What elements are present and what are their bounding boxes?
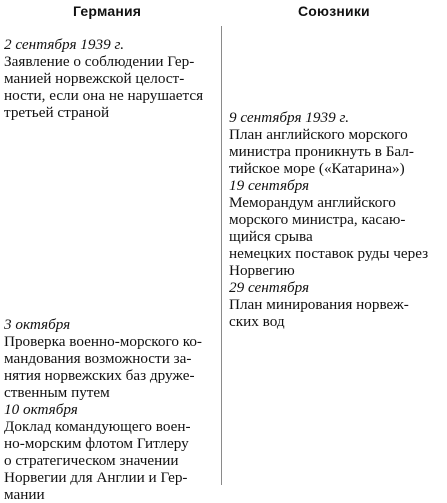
entry-line: третьей страной [4, 104, 110, 121]
germany-entry-oct-3 [4, 316, 202, 401]
entry-line: План минирования норвеж- [229, 296, 409, 313]
entry-line: Норвегии для Англии и Гер- [4, 469, 188, 486]
germany-entry-oct-10 [4, 401, 191, 503]
entry-line: щийся срыва [229, 228, 313, 245]
allies-entry-sep-19 [229, 177, 428, 279]
entry-date: 10 октября [4, 401, 78, 418]
entry-line: морского министра, касаю- [229, 211, 406, 228]
entry-line: о стратегическом значении [4, 452, 179, 469]
entry-line: но-морским флотом Гитлеру [4, 435, 189, 452]
entry-line: немецких поставок руды через [229, 245, 429, 262]
entry-date: 3 октября [4, 316, 71, 333]
entry-line: мании [4, 486, 45, 503]
entry-line: мандования возможности за- [4, 350, 192, 367]
column-header-allies: Союзники [298, 3, 370, 19]
column-divider [221, 26, 222, 485]
entry-line: Проверка военно-морского ко- [4, 333, 202, 350]
entry-line: тийское море («Катарина») [229, 160, 405, 177]
entry-line: ности, если она не нарушается [4, 87, 204, 104]
entry-line: Заявление о соблюдении Гер- [4, 53, 195, 70]
allies-entry-sep-29 [229, 279, 409, 330]
column-header-germany: Германия [73, 3, 142, 19]
entry-line: нятия норвежских баз друже- [4, 367, 195, 384]
allies-entry-sep-9 [229, 109, 414, 177]
entry-line: министра проникнуть в Бал- [229, 143, 414, 160]
entry-date: 9 сентября 1939 г. [229, 109, 350, 126]
entry-line: манией норвежской целост- [4, 70, 185, 87]
entry-date: 19 сентября [229, 177, 310, 194]
entry-line: ственным путем [4, 384, 110, 401]
germany-entry-sep-2 [4, 36, 203, 121]
entry-date: 2 сентября 1939 г. [4, 36, 125, 53]
entry-line: План английского морского [229, 126, 408, 143]
entry-line: ских вод [229, 313, 285, 330]
entry-line: Доклад командующего воен- [4, 418, 191, 435]
entry-line: Меморандум английского [229, 194, 396, 211]
entry-date: 29 сентября [229, 279, 310, 296]
entry-line: Норвегию [229, 262, 295, 279]
